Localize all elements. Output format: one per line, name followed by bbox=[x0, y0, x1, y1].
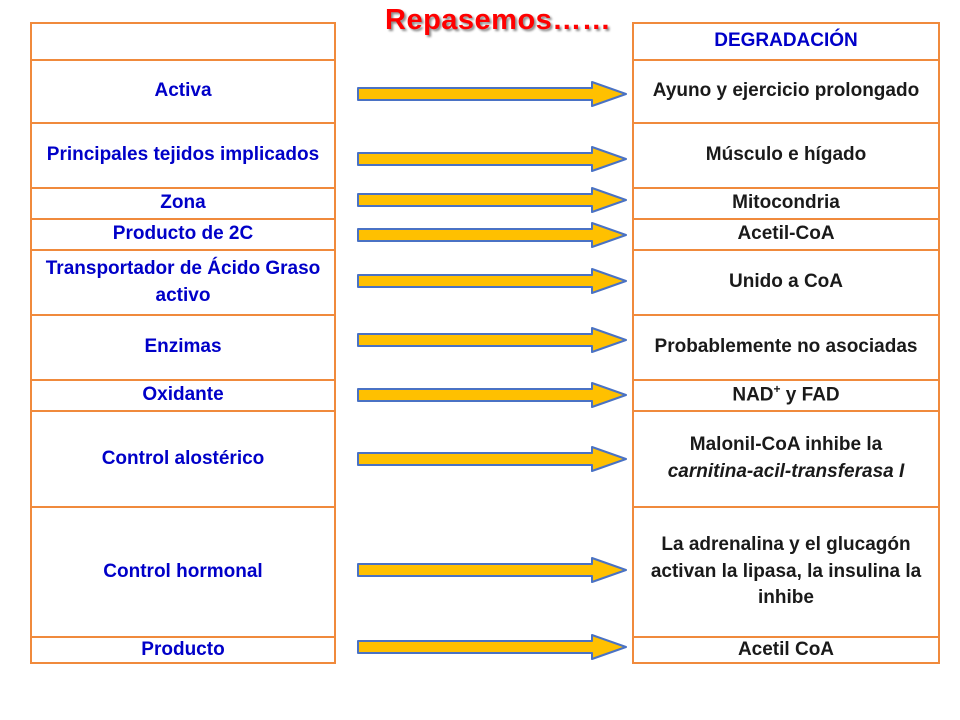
row-label: Zona bbox=[32, 187, 334, 218]
row-value: Probablemente no asociadas bbox=[634, 314, 938, 379]
arrow-right-icon bbox=[356, 327, 628, 353]
row-label-column bbox=[30, 22, 336, 664]
arrow-right-icon bbox=[356, 557, 628, 583]
row-value bbox=[634, 410, 938, 506]
oxidante-superscript: + bbox=[773, 382, 781, 397]
header-right-cell: DEGRADACIÓN bbox=[714, 30, 858, 52]
arrow-right-icon bbox=[356, 146, 628, 172]
arrow-right-icon bbox=[356, 187, 628, 213]
row-label: Control alostérico bbox=[32, 410, 334, 506]
row-value: La adrenalina y el glucagón activan la lipasa, la insulina la inhibe bbox=[634, 506, 938, 636]
header-left-cell bbox=[32, 24, 334, 59]
arrow-right-icon bbox=[356, 81, 628, 107]
row-label: Transportador de Ácido Graso activo bbox=[32, 249, 334, 314]
row-label: Principales tejidos implicados bbox=[32, 122, 334, 187]
row-value: Unido a CoA bbox=[634, 249, 938, 314]
row-value: Ayuno y ejercicio prolongado bbox=[634, 59, 938, 122]
arrow-right-icon bbox=[356, 222, 628, 248]
row-value: Acetil CoA bbox=[634, 636, 938, 662]
row-value bbox=[634, 379, 938, 410]
arrow-right-icon bbox=[356, 446, 628, 472]
arrow-right-icon bbox=[356, 382, 628, 408]
slide-title: Repasemos…… bbox=[385, 4, 612, 36]
row-label: Control hormonal bbox=[32, 506, 334, 636]
row-label: Oxidante bbox=[32, 379, 334, 410]
row-value: Acetil-CoA bbox=[634, 218, 938, 249]
row-label: Activa bbox=[32, 59, 334, 122]
row-label: Enzimas bbox=[32, 314, 334, 379]
row-label: Producto bbox=[32, 636, 334, 662]
row-value: Mitocondria bbox=[634, 187, 938, 218]
control-alosterico-line1: Malonil-CoA inhibe la bbox=[689, 434, 883, 456]
oxidante-rest: y FAD bbox=[780, 384, 840, 406]
row-label: Producto de 2C bbox=[32, 218, 334, 249]
oxidante-nad: NAD bbox=[732, 384, 774, 406]
row-value: Músculo e hígado bbox=[634, 122, 938, 187]
arrow-right-icon bbox=[356, 268, 628, 294]
degradacion-column bbox=[632, 22, 940, 664]
control-alosterico-line2: carnitina-acil-transferasa I bbox=[667, 461, 905, 482]
arrow-right-icon bbox=[356, 634, 628, 660]
